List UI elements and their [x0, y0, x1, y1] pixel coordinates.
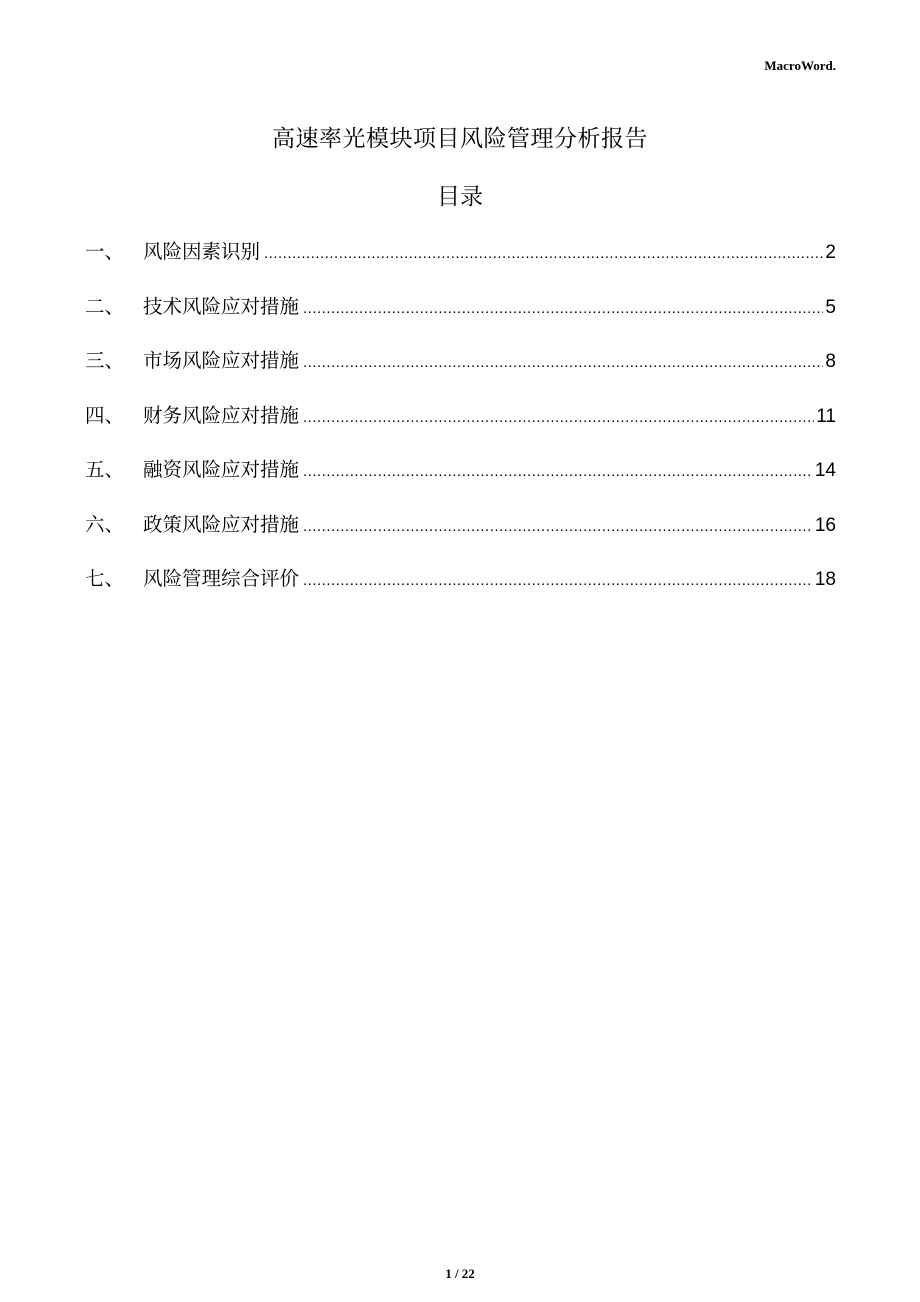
toc-entry[interactable] [85, 236, 836, 291]
header-brand: MacroWord. [764, 58, 836, 73]
toc-entry-label: 市场风险应对措施 [143, 349, 300, 372]
toc-entry-number: 五、 [85, 458, 125, 481]
toc-dot-leader [264, 245, 823, 262]
toc-entry[interactable] [85, 563, 836, 618]
toc-entry-number: 三、 [85, 349, 125, 372]
toc-dot-leader [303, 300, 823, 317]
toc-entry-page: 5 [825, 296, 836, 318]
toc-entry-page: 8 [825, 351, 836, 372]
toc-entry-number: 七、 [85, 567, 125, 590]
toc-entry[interactable] [85, 509, 836, 564]
document-title: 高速率光模块项目风险管理分析报告 [272, 126, 648, 152]
toc-entry-label: 技术风险应对措施 [143, 294, 300, 318]
toc-dot-leader [303, 572, 813, 589]
toc-entry-page: 18 [814, 569, 836, 590]
toc-entry-label: 融资风险应对措施 [143, 458, 300, 481]
toc-entry-label: 风险管理综合评价 [143, 567, 300, 590]
toc-entry-number: 六、 [85, 512, 125, 536]
toc-entry-label: 政策风险应对措施 [143, 512, 300, 536]
toc-dot-leader [303, 354, 823, 371]
toc-entry-label: 财务风险应对措施 [143, 403, 300, 427]
table-of-contents [85, 236, 836, 618]
toc-entry-page: 16 [814, 514, 836, 536]
page-number-footer: 1 / 22 [445, 1266, 475, 1281]
toc-entry-label: 风险因素识别 [143, 240, 261, 263]
toc-dot-leader [303, 409, 814, 426]
toc-entry-number: 四、 [85, 403, 125, 427]
toc-entry[interactable] [85, 345, 836, 400]
toc-entry[interactable] [85, 291, 836, 346]
toc-entry-page: 14 [814, 460, 836, 481]
toc-entry-page: 11 [816, 405, 836, 427]
toc-entry-number: 一、 [85, 240, 125, 263]
toc-entry-page: 2 [825, 242, 836, 263]
toc-entry[interactable] [85, 400, 836, 455]
toc-heading: 目录 [437, 184, 483, 210]
toc-dot-leader [303, 463, 813, 480]
toc-dot-leader [303, 518, 813, 535]
toc-entry[interactable] [85, 454, 836, 509]
toc-entry-number: 二、 [85, 294, 125, 318]
